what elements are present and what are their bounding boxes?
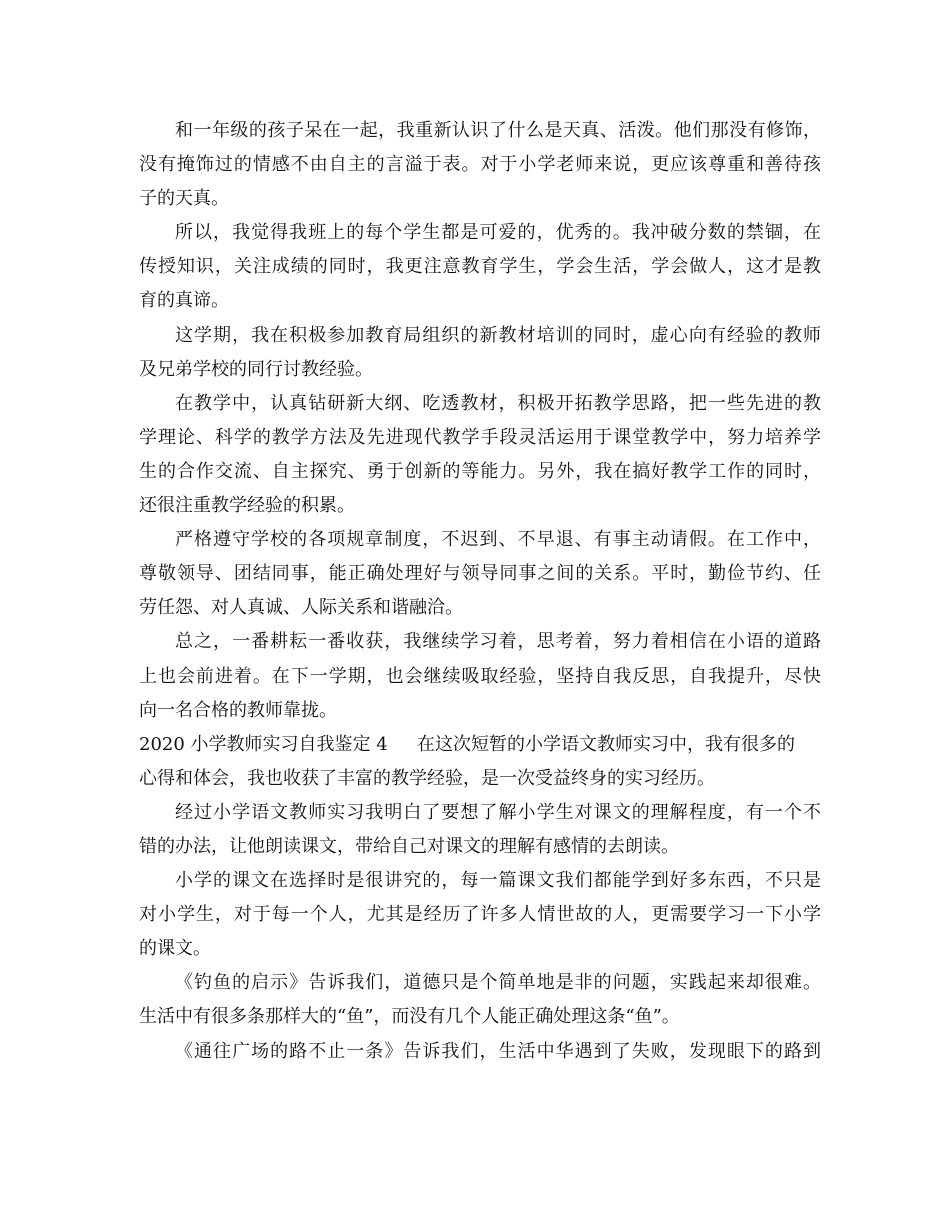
text-line: 传授知识，关注成绩的同时，我更注意教育学生，学会生活，学会做人，这才是教 <box>139 256 821 278</box>
text-line: 尊敬领导、团结同事，能正确处理好与领导同事之间的关系。平时，勤俭节约、任 <box>139 563 821 585</box>
text-line: 和一年级的孩子呆在一起，我重新认识了什么是天真、活泼。他们那没有修饰， <box>175 120 821 141</box>
text-line: 向一名合格的教师靠拢。 <box>139 699 337 721</box>
text-line: 上也会前进着。在下一学期，也会继续吸取经验，坚持自我反思，自我提升，尽快 <box>139 665 821 687</box>
section-heading: 2020 小学教师实习自我鉴定 4 <box>139 733 388 755</box>
section-heading-line <box>139 728 821 762</box>
text-line: 及兄弟学校的同行讨教经验。 <box>139 358 373 380</box>
text-line: 学理论、科学的教学方法及先进现代教学手段灵活运用于课堂教学中，努力培养学 <box>139 426 821 448</box>
text-line: 这学期，我在积极参加教育局组织的新教材培训的同时，虚心向有经验的教师 <box>175 324 821 346</box>
text-line: 严格遵守学校的各项规章制度，不迟到、不早退、有事主动请假。在工作中， <box>175 529 821 551</box>
text-line: 的课文。 <box>139 938 211 960</box>
document-page <box>139 114 821 1069</box>
heading-line-text: 在这次短暂的小学语文教师实习中，我有很多的 <box>417 733 795 755</box>
text-line: 生的合作交流、自主探究、勇于创新的等能力。另外，我在搞好教学工作的同时， <box>139 460 821 482</box>
text-line: 所以，我觉得我班上的每个学生都是可爱的，优秀的。我冲破分数的禁锢，在 <box>175 222 821 244</box>
text-line: 《通往广场的路不止一条》告诉我们，生活中华遇到了失败，发现眼下的路到 <box>175 1040 821 1062</box>
text-line: 心得和体会，我也收获了丰富的教学经验，是一次受益终身的实习经历。 <box>139 767 715 789</box>
text-line: 育的真谛。 <box>139 290 229 312</box>
text-line: 小学的课文在选择时是很讲究的，每一篇课文我们都能学到好多东西，不只是 <box>175 870 821 892</box>
text-line: 错的办法，让他朗读课文，带给自己对课文的理解有感情的去朗读。 <box>139 835 679 857</box>
text-line: 经过小学语文教师实习我明白了要想了解小学生对课文的理解程度，有一个不 <box>175 801 821 823</box>
text-line: 还很注重教学经验的积累。 <box>139 495 355 517</box>
text-line: 总之，一番耕耘一番收获，我继续学习着，思考着，努力着相信在小语的道路 <box>175 631 821 653</box>
text-line: 生活中有很多条那样大的“鱼”，而没有几个人能正确处理这条“鱼”。 <box>139 1006 680 1028</box>
text-line: 在教学中，认真钻研新大纲、吃透教材，积极开拓教学思路，把一些先进的教 <box>175 392 821 414</box>
text-line: 对小学生，对于每一个人，尤其是经历了许多人情世故的人，更需要学习一下小学 <box>139 904 821 926</box>
text-line: 《钓鱼的启示》告诉我们，道德只是个简单地是非的问题，实践起来却很难。 <box>175 972 821 994</box>
text-line: 没有掩饰过的情感不由自主的言溢于表。对于小学老师来说，更应该尊重和善待孩 <box>139 154 821 176</box>
text-line: 子的天真。 <box>139 188 229 210</box>
text-line: 劳任怨、对人真诚、人际关系和谐融洽。 <box>139 597 463 619</box>
